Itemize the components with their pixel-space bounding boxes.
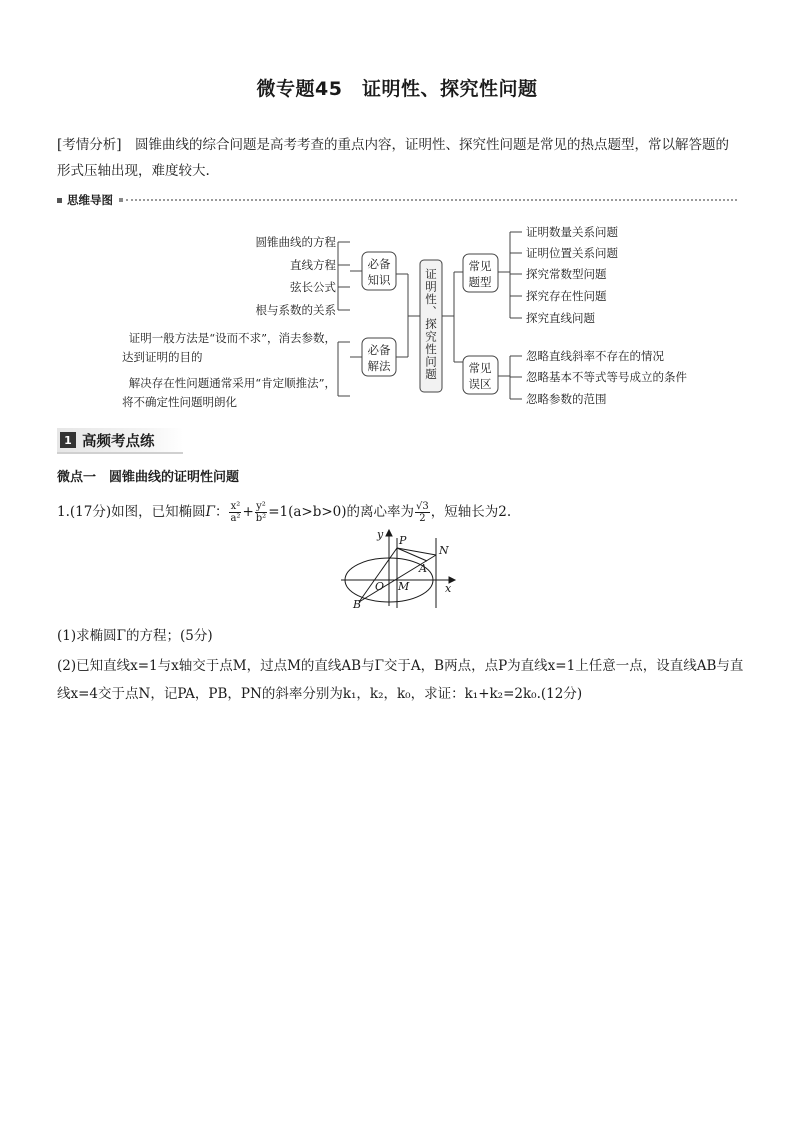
analysis-text: [考情分析] 圆锥曲线的综合问题是高考考查的重点内容，证明性、探究性问题是常见的热点题型，常以解答题的形式压轴出现，难度较大. (57, 137, 730, 179)
section-number-badge: 1 (60, 432, 76, 448)
mindmap-item: 圆锥曲线的方程 (255, 235, 336, 249)
mindmap-item: 探究直线问题 (526, 311, 595, 325)
small-square-icon (119, 198, 123, 202)
group-label: 误区 (468, 377, 492, 391)
mindmap-item: 达到证明的目的 (122, 350, 203, 364)
mindmap-item: 证明数量关系问题 (526, 225, 618, 239)
sub-question-2: (2)已知直线x=1与x轴交于点M，过点M的直线AB与Γ交于A，B两点，点P为直线x=1上任意一点，设直线AB与直线x=4交于点N，记PA，PB，PN的斜率分别为k₁，k₂，k₀，求证：k₁+k₂=2k₀.(12分) (57, 658, 744, 702)
mindmap-item: 将不确定性问题明朗化 (122, 395, 237, 409)
problem-prefix: 1.(17分)如图，已知椭圆 (57, 504, 206, 520)
figure-label-A: A (419, 562, 427, 575)
mindmap-center-title: 证明性、探究性问题 (424, 268, 438, 381)
mindmap-item: 忽略参数的范围 (526, 392, 607, 406)
group-label: 常见 (468, 361, 492, 375)
group-label: 解法 (367, 359, 391, 373)
group-label: 题型 (468, 275, 492, 289)
ellipse-figure (337, 528, 461, 610)
figure-label-B: B (353, 598, 362, 610)
mindmap-section-label: 思维导图 (67, 193, 113, 207)
mind-map (0, 212, 794, 412)
square-bullet-icon (57, 198, 62, 203)
mindmap-item: 解决存在性问题通常采用“肯定顺推法”， (128, 376, 336, 390)
fraction-eccentricity: $\frac{√3}{2}$ (416, 501, 429, 524)
figure-label-x: x (445, 582, 452, 595)
micro-point-heading: 微点一 圆锥曲线的证明性问题 (57, 470, 240, 485)
fraction-y: $\frac{\text{y²}}{\text{b²}}$ (255, 501, 267, 524)
mindmap-item: 证明一般方法是“设而不求”，消去参数， (128, 331, 336, 345)
mindmap-item: 证明位置关系问题 (526, 246, 618, 260)
mindmap-section-bar (57, 192, 737, 208)
problem-suffix: ，短轴长为2. (430, 504, 512, 520)
group-label: 必备 (367, 257, 391, 271)
mindmap-item: 忽略基本不等式等号成立的条件 (526, 370, 687, 384)
problem-statement (57, 501, 747, 524)
mindmap-item: 直线方程 (290, 258, 336, 272)
equation-rest: =1(a>b>0)的离心率为 (268, 504, 415, 520)
mindmap-item: 探究常数型问题 (526, 267, 607, 281)
figure-label-y: y (377, 528, 384, 541)
fraction-x: $\frac{\text{x²}}{\text{a²}}$ (230, 501, 241, 524)
mindmap-item: 弦长公式 (290, 280, 336, 294)
group-label: 知识 (367, 273, 391, 287)
figure-label-M: M (398, 580, 410, 593)
mindmap-item: 探究存在性问题 (526, 289, 607, 303)
plus-sign: + (242, 504, 254, 520)
sub-question-1: (1)求椭圆Γ的方程；(5分) (57, 628, 213, 644)
mindmap-item: 忽略直线斜率不存在的情况 (526, 349, 664, 363)
dotted-divider (126, 199, 737, 201)
page-title: 微专题45 证明性、探究性问题 (256, 78, 538, 100)
colon: ： (214, 504, 229, 520)
mindmap-item: 根与系数的关系 (255, 303, 336, 317)
figure-label-O: O (375, 580, 385, 593)
figure-label-N: N (439, 544, 449, 557)
practice-heading-label: 高频考点练 (82, 433, 155, 450)
group-label: 必备 (367, 343, 391, 357)
group-label: 常见 (468, 259, 492, 273)
practice-heading (57, 428, 183, 454)
figure-label-P: P (399, 534, 407, 547)
curve-symbol: Γ (205, 504, 215, 520)
